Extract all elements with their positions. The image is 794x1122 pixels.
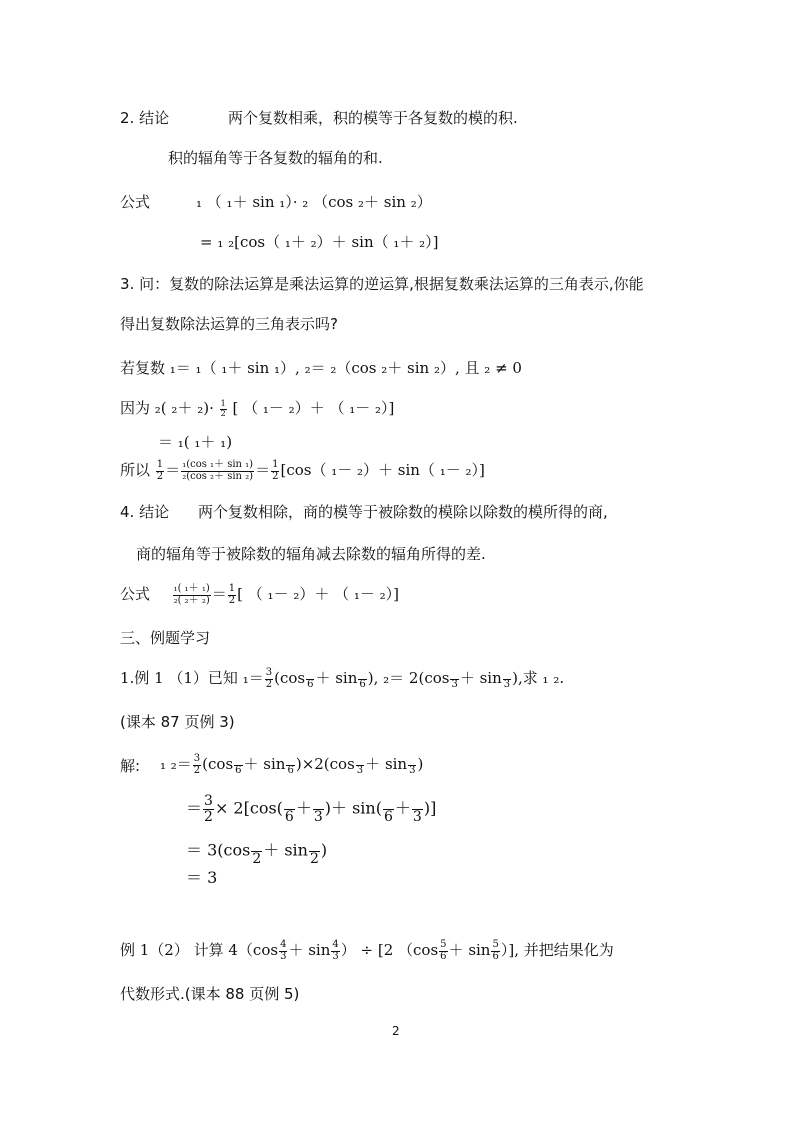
conclusion-4-text-2: 商的辐角等于被除数的辐角减去除数的辐角所得的差. (136, 545, 486, 563)
z1-over-z2-fraction: $\frac{1}{2}$ (156, 459, 164, 482)
division-result-line: 所以 $\frac{1}{2}$ ＝ $\frac{\text{₁(cos ₁＋ sin ₁)}}{\text{₂(cos ₂＋ sin ₂)}}$ ＝ $\frac{1}{2}$ [cos（ ₁－ ₂）＋ sin（ ₁－ ₂）] (120, 459, 485, 482)
solution-row-1: ₁ ₂＝ $\frac{3}{2}$ (cos 6 ＋ sin 6 )×2(cos 3 ＋ sin 3 ) (160, 753, 424, 776)
three-halves-fraction: $\frac{3}{2}$ (265, 667, 273, 690)
solution-row-3: ＝ 3(cos 2 ＋ sin 2 ) (186, 836, 327, 866)
pi-over-three-2: 3 (503, 668, 511, 690)
solution-label: 解: (120, 757, 141, 775)
page-number: 2 (392, 1024, 400, 1038)
division-premise: 若复数 ₁＝ ₁（ ₁＋ sin ₁）, ₂＝ ₂（cos ₂＋ sin ₂）, 且 ₂ ≠ 0 (120, 359, 522, 377)
conclusion-2-label: 2. 结论 (120, 109, 170, 127)
formula-2-label: 公式 (120, 585, 151, 603)
formula-1-row-1: ₁ （ ₁＋ sin ₁）· ₂ （cos ₂＋ sin ₂） (196, 193, 432, 211)
modulus-quotient-fraction: $\frac{1}{2}$ (272, 459, 279, 482)
because-label: 因为 (120, 399, 151, 417)
conclusion-4-text: 两个复数相除，商的模等于被除数的模除以除数的模所得的商, (198, 503, 608, 521)
pi-over-three: 3 (450, 668, 458, 690)
so-tail: [cos（ ₁－ ₂）＋ sin（ ₁－ ₂）] (280, 461, 485, 479)
pi-over-six-2: 6 (358, 668, 366, 690)
example-1-reference: (课本 87 页例 3) (120, 713, 235, 731)
section-heading-examples: 三、例题学习 (120, 629, 211, 647)
example-1-statement: 1.例 1 （1）已知 ₁＝ $\frac{3}{2}$ (cos 6 ＋ sin 6 ), ₂＝ 2(cos 3 ＋ sin 3 ),求 ₁ ₂. (120, 667, 565, 690)
formula-2-equals: ＝ (211, 585, 227, 603)
division-equals-line: ＝ ₁( ₁＋ ₁) (158, 433, 233, 451)
formula-2-tail: [ （ ₁－ ₂）＋ （ ₁－ ₂）] (237, 585, 400, 603)
because-expr-b: [ （ ₁－ ₂）＋ （ ₁－ ₂）] (232, 399, 395, 417)
division-because-line (120, 398, 394, 418)
solution-row-4: ＝ 3 (186, 868, 218, 887)
example-1-2-line-2: 代数形式.(课本 88 页例 5) (120, 985, 300, 1003)
formula-2-half: $\frac{1}{2}$ (228, 583, 236, 606)
because-expr-a: ₂( ₂＋ ₂)· (154, 399, 214, 417)
solution-row-2: ＝ $\frac{3}{2}$ × 2[cos( 6 ＋ 3 )＋ sin( 6 ＋ 3 )] (186, 793, 437, 825)
so-label: 所以 (120, 461, 151, 479)
trig-quotient-fraction: $\frac{\text{₁(cos ₁＋ sin ₁)}}{\text{₂(cos ₂＋ sin ₂)}}$ (182, 459, 254, 482)
pi-over-six: 6 (306, 668, 314, 690)
formula-2-fraction: $\frac{\text{₁( ₁＋ ₁)}}{\text{₂( ₂＋ ₂)}}$ (173, 583, 210, 606)
conclusion-2-text-2: 积的辐角等于各复数的辐角的和. (168, 149, 383, 167)
because-half-fraction: $\frac{1}{2}$ (220, 399, 226, 418)
question-3-line-1: 3. 问：复数的除法运算是乘法运算的逆运算,根据复数乘法运算的三角表示,你能 (120, 275, 644, 293)
formula-1-row-2: = ₁ ₂[cos（ ₁＋ ₂）＋ sin（ ₁＋ ₂）] (200, 233, 439, 251)
formula-2-line (120, 584, 399, 606)
formula-1-label: 公式 (120, 193, 151, 211)
conclusion-2-text: 两个复数相乘，积的模等于各复数的模的积. (228, 109, 518, 127)
example-1-2-statement: 例 1（2） 计算 4（cos $\frac{4}{3}$ ＋ sin $\frac{4}{3}$ ） ÷ [2 （cos $\frac{5}{6}$ ＋ sin $\frac{5}{6}$ ）], 并把结果化为 (120, 939, 614, 962)
example-1-lead: 1.例 1 （1）已知 ₁＝ (120, 669, 264, 687)
conclusion-4-label: 4. 结论 (120, 503, 170, 521)
question-3-line-2: 得出复数除法运算的三角表示吗? (120, 315, 338, 333)
